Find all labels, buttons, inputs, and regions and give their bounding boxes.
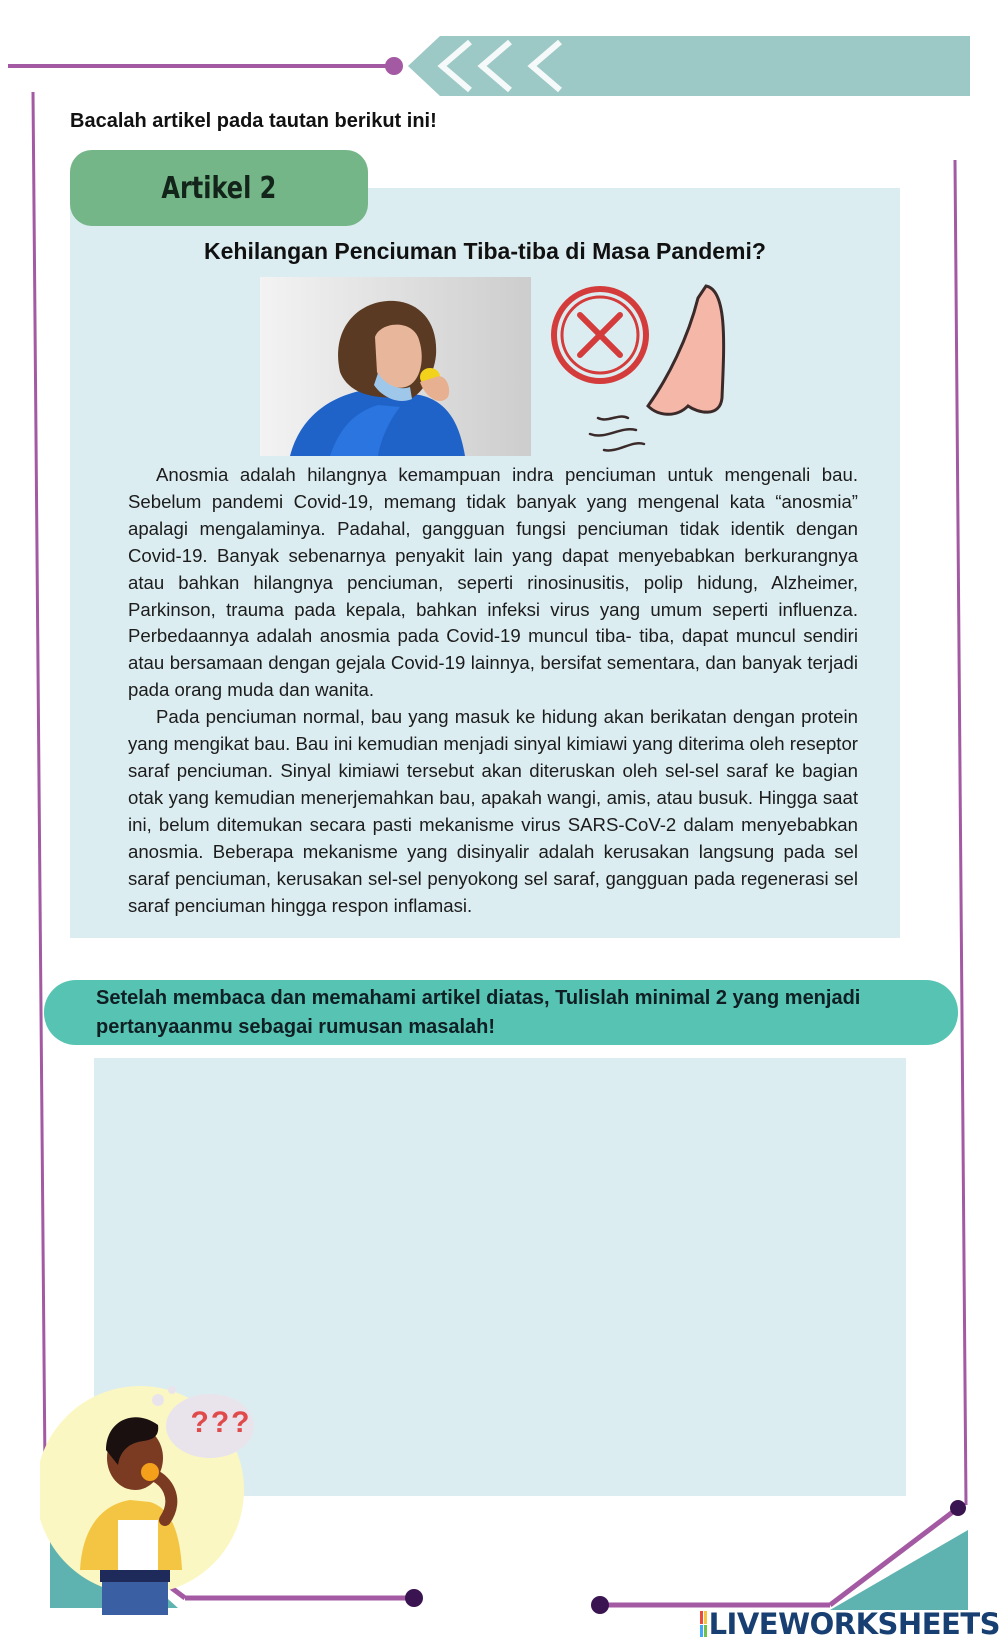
brand-name: LIVEWORKSHEETS (708, 1607, 1000, 1641)
thought-bubble-text: ??? (190, 1406, 252, 1439)
article-photo (260, 277, 531, 456)
article-paragraph: Pada penciuman normal, bau yang masuk ke hidung akan berikatan dengan protein yang mengikat bau. Bau ini kemudian menjadi sinyal kimiawi yang diterima oleh reseptor saraf penciuman. Sinyal kimiawi tersebut akan diteruskan oleh sel-sel saraf ke bagian otak yang kemudian menerjemahkan bau, apakah wangi, amis, atau busuk. Hingga saat ini, belum ditemukan secara pasti mekanisme virus SARS-CoV-2 dalam menyebabkan anosmia. Beberapa mekanisme yang disinyalir adalah kerusakan langsung pada sel saraf penciuman, kerusakan sel-sel penyokong sel saraf, gangguan pada regenerasi sel saraf penciuman hingga respon inflamasi. (128, 706, 858, 916)
top-banner-shape (408, 36, 970, 96)
woman-smelling-illustration (260, 277, 531, 456)
no-smell-icon (548, 278, 738, 460)
instruction-text: Bacalah artikel pada tautan berikut ini! (70, 110, 437, 132)
brand-logo-icon (700, 1611, 707, 1637)
article-body (128, 462, 858, 919)
article-title: Kehilangan Penciuman Tiba-tiba di Masa Pandemi? (204, 238, 766, 264)
article-tab (70, 150, 368, 226)
article-tab-label: Artikel 2 (161, 170, 277, 206)
nose-shape (648, 286, 724, 414)
cross-circle-icon (554, 289, 646, 381)
brand-footer[interactable] (700, 1608, 1000, 1640)
question-text: Setelah membaca dan memahami artikel diatas, Tulislah minimal 2 yang menjadi pertanyaanmu sebagai rumusan masalah! (96, 987, 861, 1038)
article-paragraph: Anosmia adalah hilangnya kemampuan indra penciuman untuk mengenali bau. Sebelum pandemi Covid-19, memang tidak banyak yang mengenal kata “anosmia” apalagi mengalaminya. Padahal, gangguan fungsi penciuman tidak identik dengan Covid-19. Banyak sebenarnya penyakit lain yang dapat menyebabkan berkurangnya atau bahkan hilangnya penciuman, seperti rinosinusitis, polip hidung, Alzheimer, Parkinson, trauma pada kepala, bahkan infeksi virus yang umum seperti influenza. Perbedaannya adalah anosmia pada Covid-19 muncul tiba- tiba, dapat muncul sendiri atau bersamaan dengan gejala Covid-19 lainnya, bersifat sementara, dan banyak terjadi pada orang muda dan wanita. (128, 464, 858, 701)
